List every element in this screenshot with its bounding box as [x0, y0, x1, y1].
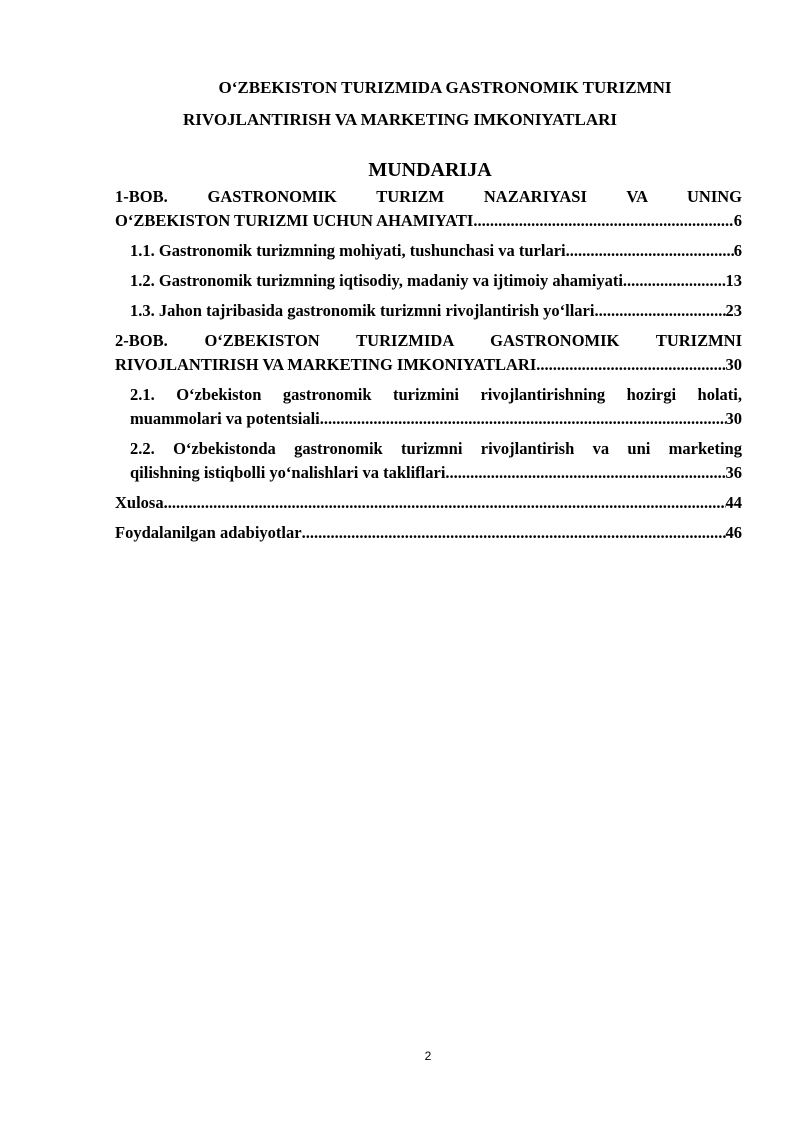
document-title-line-2: RIVOJLANTIRISH VA MARKETING IMKONIYATLARI	[182, 110, 618, 129]
toc-leader-dots	[445, 461, 725, 485]
toc-entry-text: 1.2. Gastronomik turizmning iqtisodiy, madaniy va ijtimoiy ahamiyati	[130, 271, 623, 290]
toc-entry-section-1-1[interactable]	[115, 239, 742, 263]
toc-entry-text: 1.3. Jahon tajribasida gastronomik turizmni rivojlantirish yo‘llari	[130, 301, 595, 320]
toc-page-number: 30	[725, 409, 742, 428]
toc-entry-text: muammolari va potentsiali	[130, 409, 320, 428]
toc-entry-text: O‘ZBEKISTON TURIZMI UCHUN AHAMIYATI	[115, 211, 474, 230]
toc-entry-section-2-2[interactable]	[115, 437, 742, 485]
toc-entry-text: RIVOJLANTIRISH VA MARKETING IMKONIYATLARI	[115, 355, 537, 374]
toc-page-number: 46	[725, 523, 742, 542]
toc-leader-dots	[566, 239, 734, 263]
toc-leader-dots	[473, 209, 733, 233]
toc-page-number: 13	[725, 271, 742, 290]
page-number: 2	[424, 1049, 432, 1063]
toc-leader-dots	[536, 353, 725, 377]
toc-entry-text: 1-BOB. GASTRONOMIK TURIZM NAZARIYASI VA UNING	[115, 187, 742, 206]
toc-leader-dots	[320, 407, 726, 431]
toc-page-number: 30	[725, 355, 742, 374]
toc-entry-conclusion[interactable]	[115, 491, 742, 515]
toc-entry-text: Xulosa	[115, 493, 164, 512]
toc-page-number: 6	[733, 241, 742, 260]
toc-page-number: 36	[725, 463, 742, 482]
toc-entry-text: 2.2. O‘zbekistonda gastronomik turizmni rivojlantirish va uni marketing	[130, 439, 742, 458]
toc-entry-text: 1.1. Gastronomik turizmning mohiyati, tushunchasi va turlari	[130, 241, 566, 260]
document-title-line-1: O‘ZBEKISTON TURIZMIDA GASTRONOMIK TURIZMNI	[218, 78, 672, 97]
toc-leader-dots	[164, 491, 726, 515]
toc-entry-references[interactable]	[115, 521, 742, 545]
toc-heading: MUNDARIJA	[368, 159, 492, 181]
toc-entry-text: qilishning istiqbolli yo‘nalishlari va takliflari	[130, 463, 446, 482]
toc-leader-dots	[594, 299, 725, 323]
table-of-contents	[115, 185, 742, 551]
toc-entry-text: 2.1. O‘zbekiston gastronomik turizmini rivojlantirishning hozirgi holati,	[130, 385, 742, 404]
toc-page-number: 6	[733, 211, 742, 230]
toc-entry-section-2-1[interactable]	[115, 383, 742, 431]
toc-entry-text: Foydalanilgan adabiyotlar	[115, 523, 302, 542]
toc-entry-section-1-2[interactable]	[115, 269, 742, 293]
toc-entry-chapter-2[interactable]	[115, 329, 742, 377]
toc-page-number: 44	[725, 493, 742, 512]
toc-entry-chapter-1[interactable]	[115, 185, 742, 233]
toc-leader-dots	[302, 521, 726, 545]
toc-entry-section-1-3[interactable]	[115, 299, 742, 323]
toc-page-number: 23	[725, 301, 742, 320]
toc-leader-dots	[623, 269, 726, 293]
toc-entry-text: 2-BOB. O‘ZBEKISTON TURIZMIDA GASTRONOMIK TURIZMNI	[115, 331, 742, 350]
